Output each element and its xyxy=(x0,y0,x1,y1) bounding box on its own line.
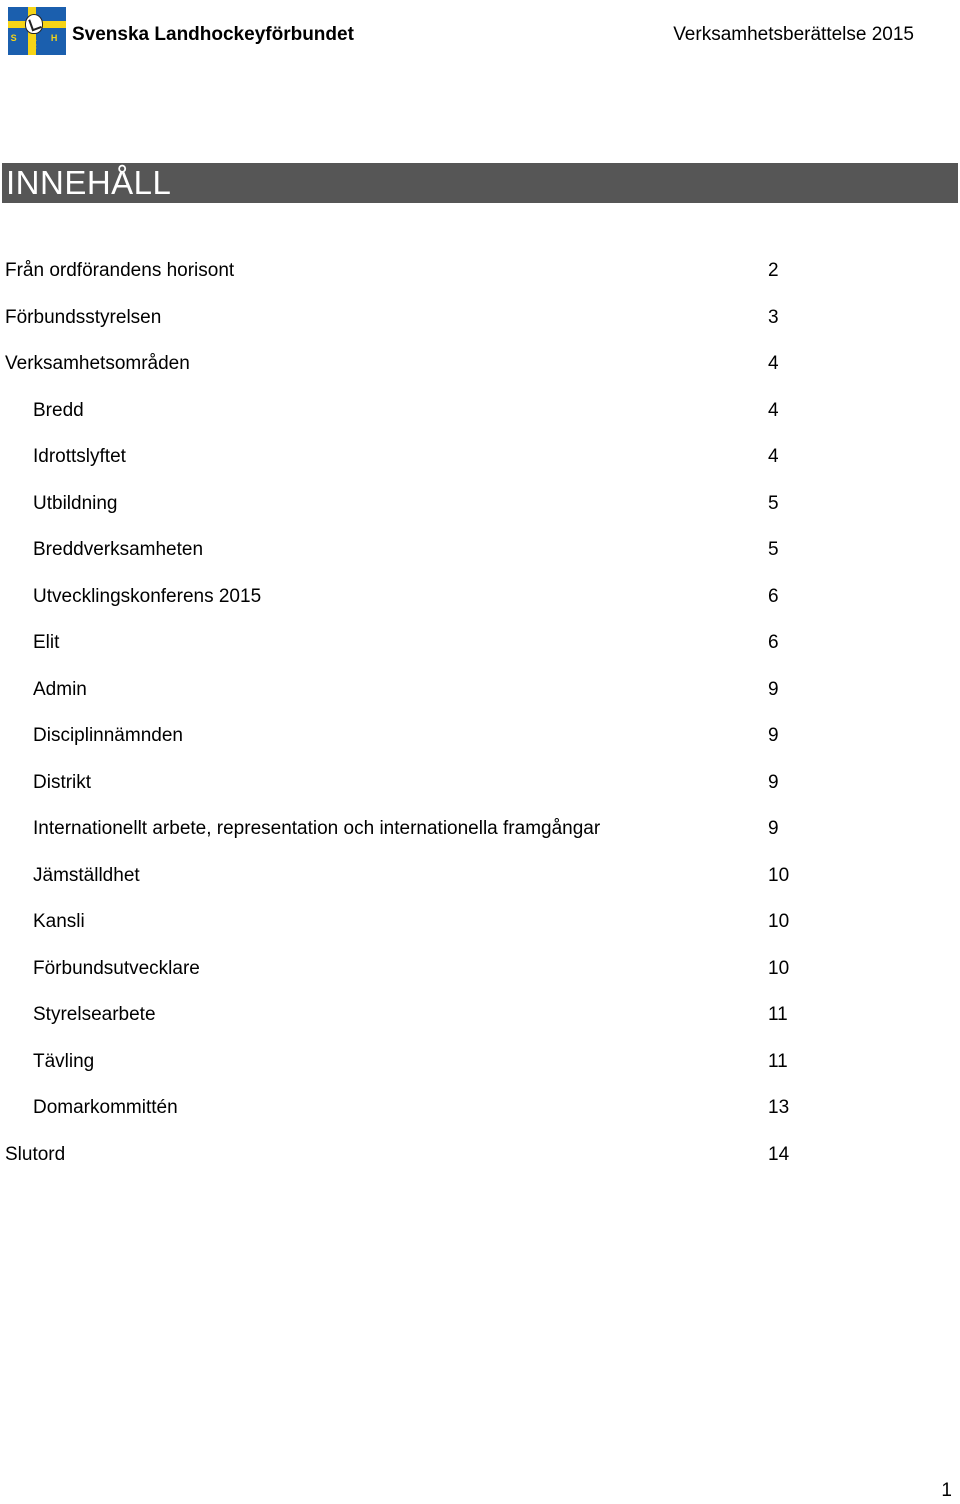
toc-entry-page: 9 xyxy=(768,678,779,700)
toc-entry[interactable] xyxy=(0,671,960,718)
toc-entry[interactable] xyxy=(0,252,960,299)
logo-letters: S L H F xyxy=(10,33,64,53)
page-number: 1 xyxy=(941,1480,952,1501)
toc-entry[interactable] xyxy=(0,531,960,578)
toc-entry-label: Förbundsutvecklare xyxy=(33,957,200,979)
toc-entry-page: 13 xyxy=(768,1097,790,1118)
toc-entry[interactable] xyxy=(0,764,960,811)
toc-entry-label: Förbundsstyrelsen xyxy=(5,306,162,328)
toc-entry-label: Idrottslyftet xyxy=(33,446,126,467)
toc-entry[interactable] xyxy=(0,299,960,346)
toc-entry[interactable] xyxy=(0,392,960,439)
toc-entry[interactable] xyxy=(0,438,960,485)
toc-entry-label: Utvecklingskonferens 2015 xyxy=(33,585,262,607)
slhf-logo xyxy=(8,7,66,55)
toc-entry-page: 4 xyxy=(768,446,779,467)
toc-entry-page: 14 xyxy=(768,1143,790,1165)
toc-entry-label: Domarkommittén xyxy=(33,1097,178,1118)
toc-entry-page: 9 xyxy=(768,771,779,793)
toc-entry-page: 5 xyxy=(768,492,779,514)
toc-entry[interactable] xyxy=(0,950,960,997)
toc-entry-label: Jämställdhet xyxy=(33,864,140,886)
toc-entry[interactable] xyxy=(0,578,960,625)
toc-entry-page: 11 xyxy=(768,1004,788,1025)
toc-entry-page: 5 xyxy=(768,539,779,560)
toc-entry-label: Elit xyxy=(33,632,60,653)
toc-entry[interactable] xyxy=(0,903,960,950)
toc-entry-label: Breddverksamheten xyxy=(33,539,204,560)
toc-entry-label: Verksamhetsområden xyxy=(5,353,190,374)
toc-entry-label: Bredd xyxy=(33,399,84,421)
toc-entry-label: Tävling xyxy=(33,1050,95,1072)
toc-entry[interactable] xyxy=(0,1043,960,1090)
toc-entry-page: 6 xyxy=(768,585,779,607)
toc-entry-label: Slutord xyxy=(5,1143,66,1165)
toc-entry-page: 4 xyxy=(768,353,779,374)
toc-entry-page: 2 xyxy=(768,260,779,281)
toc-entry[interactable] xyxy=(0,1089,960,1136)
toc-entry-page: 3 xyxy=(768,306,779,328)
toc-entry-page: 10 xyxy=(768,864,790,886)
toc-entry-page: 10 xyxy=(768,911,790,932)
toc-entry[interactable] xyxy=(0,345,960,392)
hockey-player-icon xyxy=(25,14,43,34)
toc-entry[interactable] xyxy=(0,624,960,671)
toc-entry-label: Styrelsearbete xyxy=(33,1004,156,1025)
toc-entry-label: Disciplinnämnden xyxy=(33,725,183,746)
toc-entry-label: Kansli xyxy=(33,911,85,932)
toc-entry-label: Admin xyxy=(33,678,87,700)
page-title: INNEHÅLL xyxy=(6,164,172,201)
toc-entry[interactable] xyxy=(0,996,960,1043)
toc-entry-page: 4 xyxy=(768,399,779,421)
organization-name: Svenska Landhockeyförbundet xyxy=(72,24,354,45)
toc-entry-label: Från ordförandens horisont xyxy=(5,260,235,281)
toc-entry[interactable] xyxy=(0,857,960,904)
toc-entry[interactable] xyxy=(0,485,960,532)
section-title-bar xyxy=(2,163,958,203)
report-title: Verksamhetsberättelse 2015 xyxy=(673,24,914,45)
toc-entry[interactable] xyxy=(0,717,960,764)
toc-entry-page: 9 xyxy=(768,818,779,839)
toc-entry[interactable] xyxy=(0,810,960,857)
toc-entry-page: 9 xyxy=(768,725,779,746)
toc-entry[interactable] xyxy=(0,1136,960,1183)
page-header xyxy=(0,0,960,60)
toc-entry-page: 6 xyxy=(768,632,779,653)
table-of-contents xyxy=(0,252,960,1182)
toc-entry-page: 10 xyxy=(768,957,790,979)
toc-entry-label: Distrikt xyxy=(33,771,92,793)
toc-entry-page: 11 xyxy=(768,1050,788,1072)
toc-entry-label: Utbildning xyxy=(33,492,118,514)
toc-entry-label: Internationellt arbete, representation och internationella framgångar xyxy=(33,818,601,839)
